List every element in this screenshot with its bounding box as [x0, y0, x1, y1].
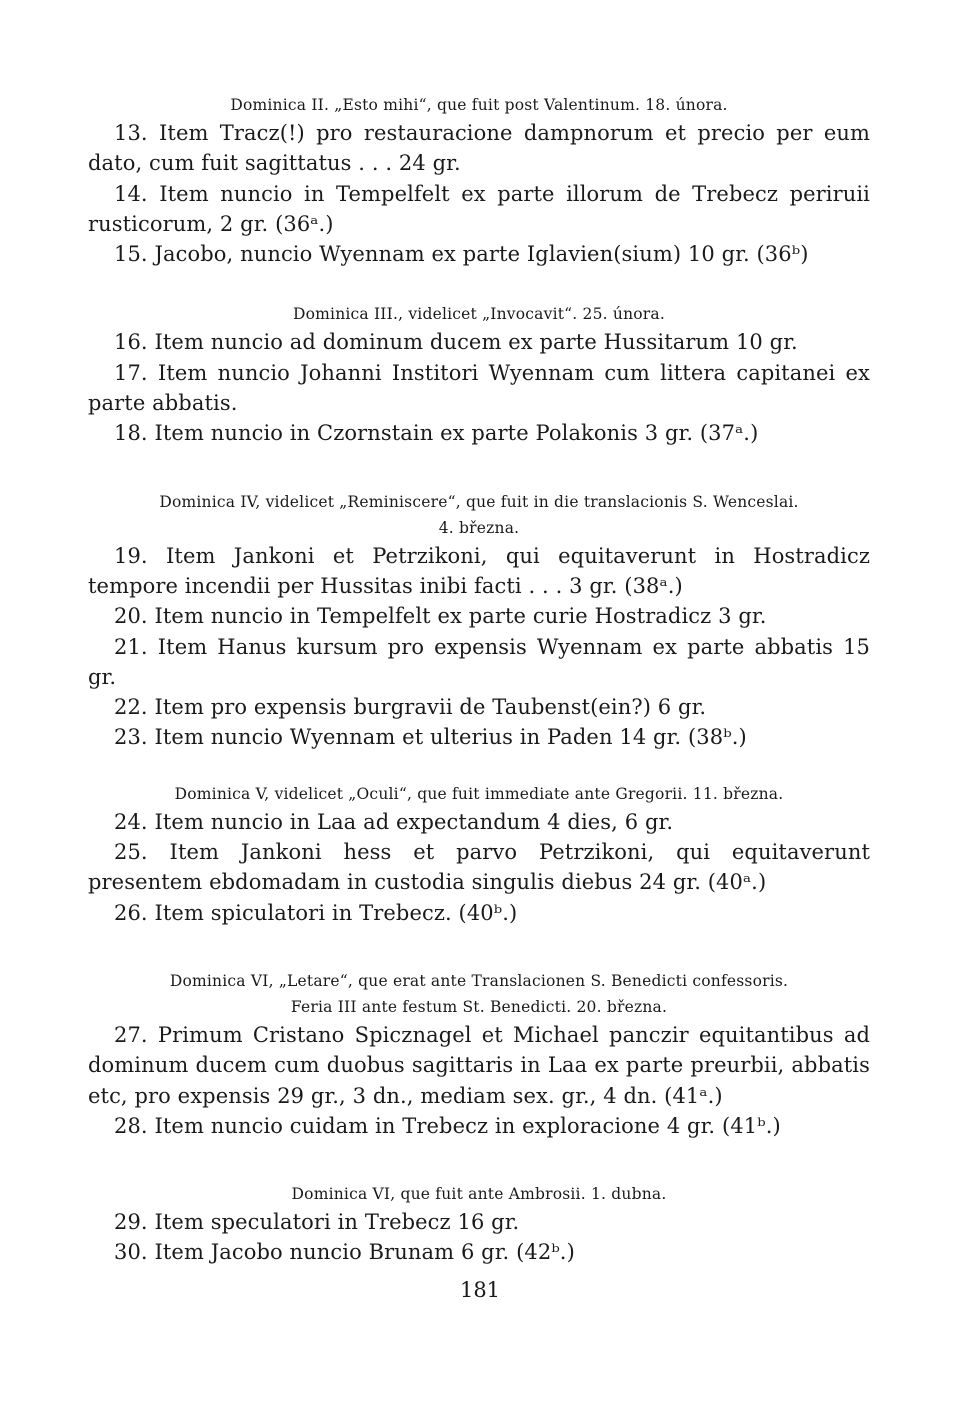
entry-25 — [88, 837, 870, 898]
entry-number: 27. — [114, 1022, 148, 1047]
entry-14 — [88, 179, 870, 240]
entry-24 — [88, 807, 870, 837]
entry-number: 13. — [114, 121, 148, 145]
section-heading: Dominica VI, que fuit ante Ambrosii. 1. dubna. — [291, 1185, 667, 1204]
section-heading-date: 4. března. — [438, 518, 520, 537]
entry-number: 28. — [114, 1113, 148, 1138]
entry-text: Jacobo, nuncio Wyennam ex parte Iglavien(sium) 10 gr. (36ᵇ) — [154, 242, 809, 267]
page-number: 181 — [459, 1278, 501, 1302]
entry-28 — [88, 1111, 870, 1141]
entry-number: 15. — [114, 242, 148, 267]
entry-number: 17. — [114, 360, 148, 385]
entry-15 — [88, 239, 870, 269]
entry-number: 26. — [114, 900, 148, 925]
entry-number: 25. — [114, 840, 148, 865]
entry-13 — [88, 118, 870, 179]
entry-text: Item nuncio Johanni Institori Wyennam cum littera capitanei ex parte abbatis. — [88, 360, 870, 416]
entry-17 — [88, 358, 870, 419]
entry-text: Item nuncio in Czornstain ex parte Polakonis 3 gr. (37ᵃ.) — [154, 421, 759, 446]
entry-text: Item nuncio in Tempelfelt ex parte curie Hostradicz 3 gr. — [154, 604, 767, 629]
section-gap — [88, 449, 870, 489]
entry-text: Item speculatori in Trebecz 16 gr. — [154, 1210, 520, 1235]
section-dominica-vi-letare — [88, 968, 870, 1141]
entry-text: Primum Cristano Spicznagel et Michael panczir equitantibus ad dominum ducem cum duobus sagittaris in Laa ex parte preurbii, abbatis etc, pro expensis 29 gr., 3 dn., mediam sex. gr., 4 dn. (41ᵃ.) — [88, 1022, 870, 1108]
entry-27 — [88, 1020, 870, 1111]
section-dominica-v — [88, 781, 870, 928]
section-dominica-iii — [88, 301, 870, 448]
entry-text: Item pro expensis burgravii de Taubenst(ein?) 6 gr. — [154, 695, 707, 720]
section-gap — [88, 1141, 870, 1181]
section-gap — [88, 928, 870, 968]
entry-26 — [88, 898, 870, 928]
section-heading-date: Feria III ante festum St. Benedicti. 20. března. — [290, 997, 668, 1016]
entry-18 — [88, 418, 870, 448]
entry-30 — [88, 1237, 870, 1267]
section-gap — [88, 753, 870, 781]
entry-number: 18. — [114, 421, 148, 446]
entry-number: 24. — [114, 809, 148, 834]
section-heading: Dominica IV, videlicet „Reminiscere“, que fuit in die translacionis S. Wenceslai. — [159, 492, 799, 511]
section-dominica-iv — [88, 489, 870, 753]
section-gap — [88, 269, 870, 301]
entry-number: 21. — [114, 634, 148, 659]
entry-text: Item Jankoni et Petrzikoni, qui equitaverunt in Hostradicz tempore incendii per Hussitas inibi facti . . . 3 gr. (38ᵃ.) — [88, 543, 870, 598]
entry-number: 20. — [114, 604, 148, 629]
entry-19 — [88, 541, 870, 602]
entry-text: Item nuncio Wyennam et ulterius in Paden 14 gr. (38ᵇ.) — [154, 725, 747, 750]
entry-number: 19. — [114, 543, 148, 568]
entry-text: Item spiculatori in Trebecz. (40ᵇ.) — [154, 900, 518, 925]
entry-text: Item Jankoni hess et parvo Petrzikoni, qui equitaverunt presentem ebdomadam in custodia singulis diebus 24 gr. (40ᵃ.) — [88, 840, 870, 895]
entry-text: Item Hanus kursum pro expensis Wyennam ex parte abbatis 15 gr. — [88, 634, 871, 689]
entry-text: Item Tracz(!) pro restauracione dampnorum et precio per eum dato, cum fuit sagittatus . . . 24 gr. — [88, 121, 870, 176]
section-heading: Dominica VI, „Letare“, que erat ante Translacionen S. Benedicti confessoris. — [169, 971, 789, 990]
entry-16 — [88, 327, 870, 357]
entry-20 — [88, 601, 870, 631]
section-heading: Dominica II. „Esto mihi“, que fuit post Valentinum. 18. února. — [230, 96, 728, 114]
entry-text: Item nuncio in Tempelfelt ex parte illorum de Trebecz periruii rusticorum, 2 gr. (36ᵃ.) — [88, 181, 870, 236]
section-heading: Dominica III., videlicet „Invocavit“. 25. února. — [292, 305, 665, 324]
entry-number: 22. — [114, 695, 148, 720]
entry-text: Item nuncio ad dominum ducem ex parte Hussitarum 10 gr. — [154, 330, 798, 355]
entry-21 — [88, 632, 870, 693]
section-heading: Dominica V, videlicet „Oculi“, que fuit immediate ante Gregorii. 11. března. — [174, 784, 784, 803]
entry-text: Item nuncio cuidam in Trebecz in exploracione 4 gr. (41ᵇ.) — [154, 1113, 781, 1138]
document-page — [88, 92, 870, 1268]
entry-number: 16. — [114, 330, 148, 355]
entry-23 — [88, 722, 870, 752]
entry-number: 23. — [114, 725, 148, 750]
entry-text: Item Jacobo nuncio Brunam 6 gr. (42ᵇ.) — [154, 1240, 575, 1265]
section-dominica-ii — [88, 92, 870, 269]
entry-number: 14. — [114, 181, 148, 206]
entry-text: Item nuncio in Laa ad expectandum 4 dies, 6 gr. — [154, 809, 674, 834]
entry-number: 29. — [114, 1210, 148, 1235]
section-dominica-vi-ambrosii — [88, 1181, 870, 1268]
entry-number: 30. — [114, 1240, 148, 1265]
entry-22 — [88, 692, 870, 722]
entry-29 — [88, 1207, 870, 1237]
